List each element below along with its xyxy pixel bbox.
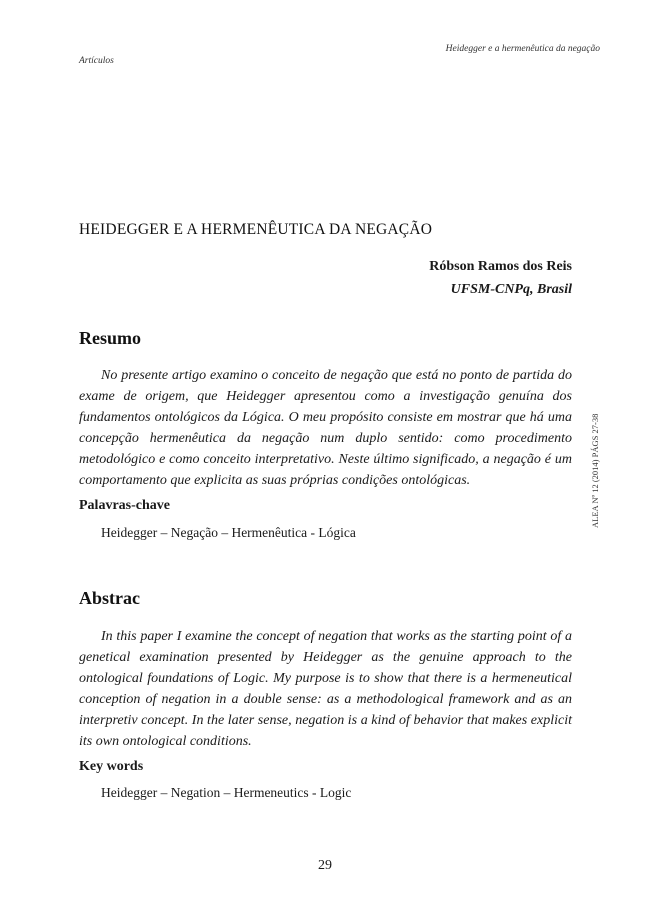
section-label: Artículos [79,56,114,66]
author-affiliation: UFSM-CNPq, Brasil [450,282,572,297]
abstract-heading: Abstrac [79,588,140,608]
key-words-heading: Key words [79,759,144,774]
author-name: Róbson Ramos dos Reis [429,259,572,274]
palavras-chave-heading: Palavras-chave [79,498,170,513]
journal-side-label: ALEA Nº 12 (2014) PÁGS 27-38 [590,413,600,528]
abstract-text: In this paper I examine the concept of negation that works as the starting point of a genetical examination presented by Heidegger as the genuine approach to the ontological foundations of Logic. My purpose is to show that there is a hermeneutical conception of negation in a double sense: as a methodological framework and as an interpretiv concept. In the later sense, negation is a kind of behavior that makes explicit its own ontological conditions. [79,629,572,749]
resumo-heading: Resumo [79,328,141,348]
page-number: 29 [318,858,332,873]
running-title: Heidegger e a hermenêutica da negação [445,44,600,54]
resumo-text: No presente artigo examino o conceito de negação que está no ponto de partida do exame de origem, que Heidegger apresentou como a investigação genuína dos fundamentos ontológicos da Lógica. O meu propósito consiste em mostrar que há uma concepção hermenêutica da negação num duplo sentido: como procedimento metodológico e como conceito interpretativo. Neste último significado, a negação é um comportamento que explicita as suas próprias condições ontológicas. [79,368,572,488]
palavras-chave-text: Heidegger – Negação – Hermenêutica - Lógica [101,525,356,540]
article-title: HEIDEGGER E A HERMENÊUTICA DA NEGAÇÃO [79,221,433,238]
key-words-text: Heidegger – Negation – Hermeneutics - Logic [101,785,352,800]
